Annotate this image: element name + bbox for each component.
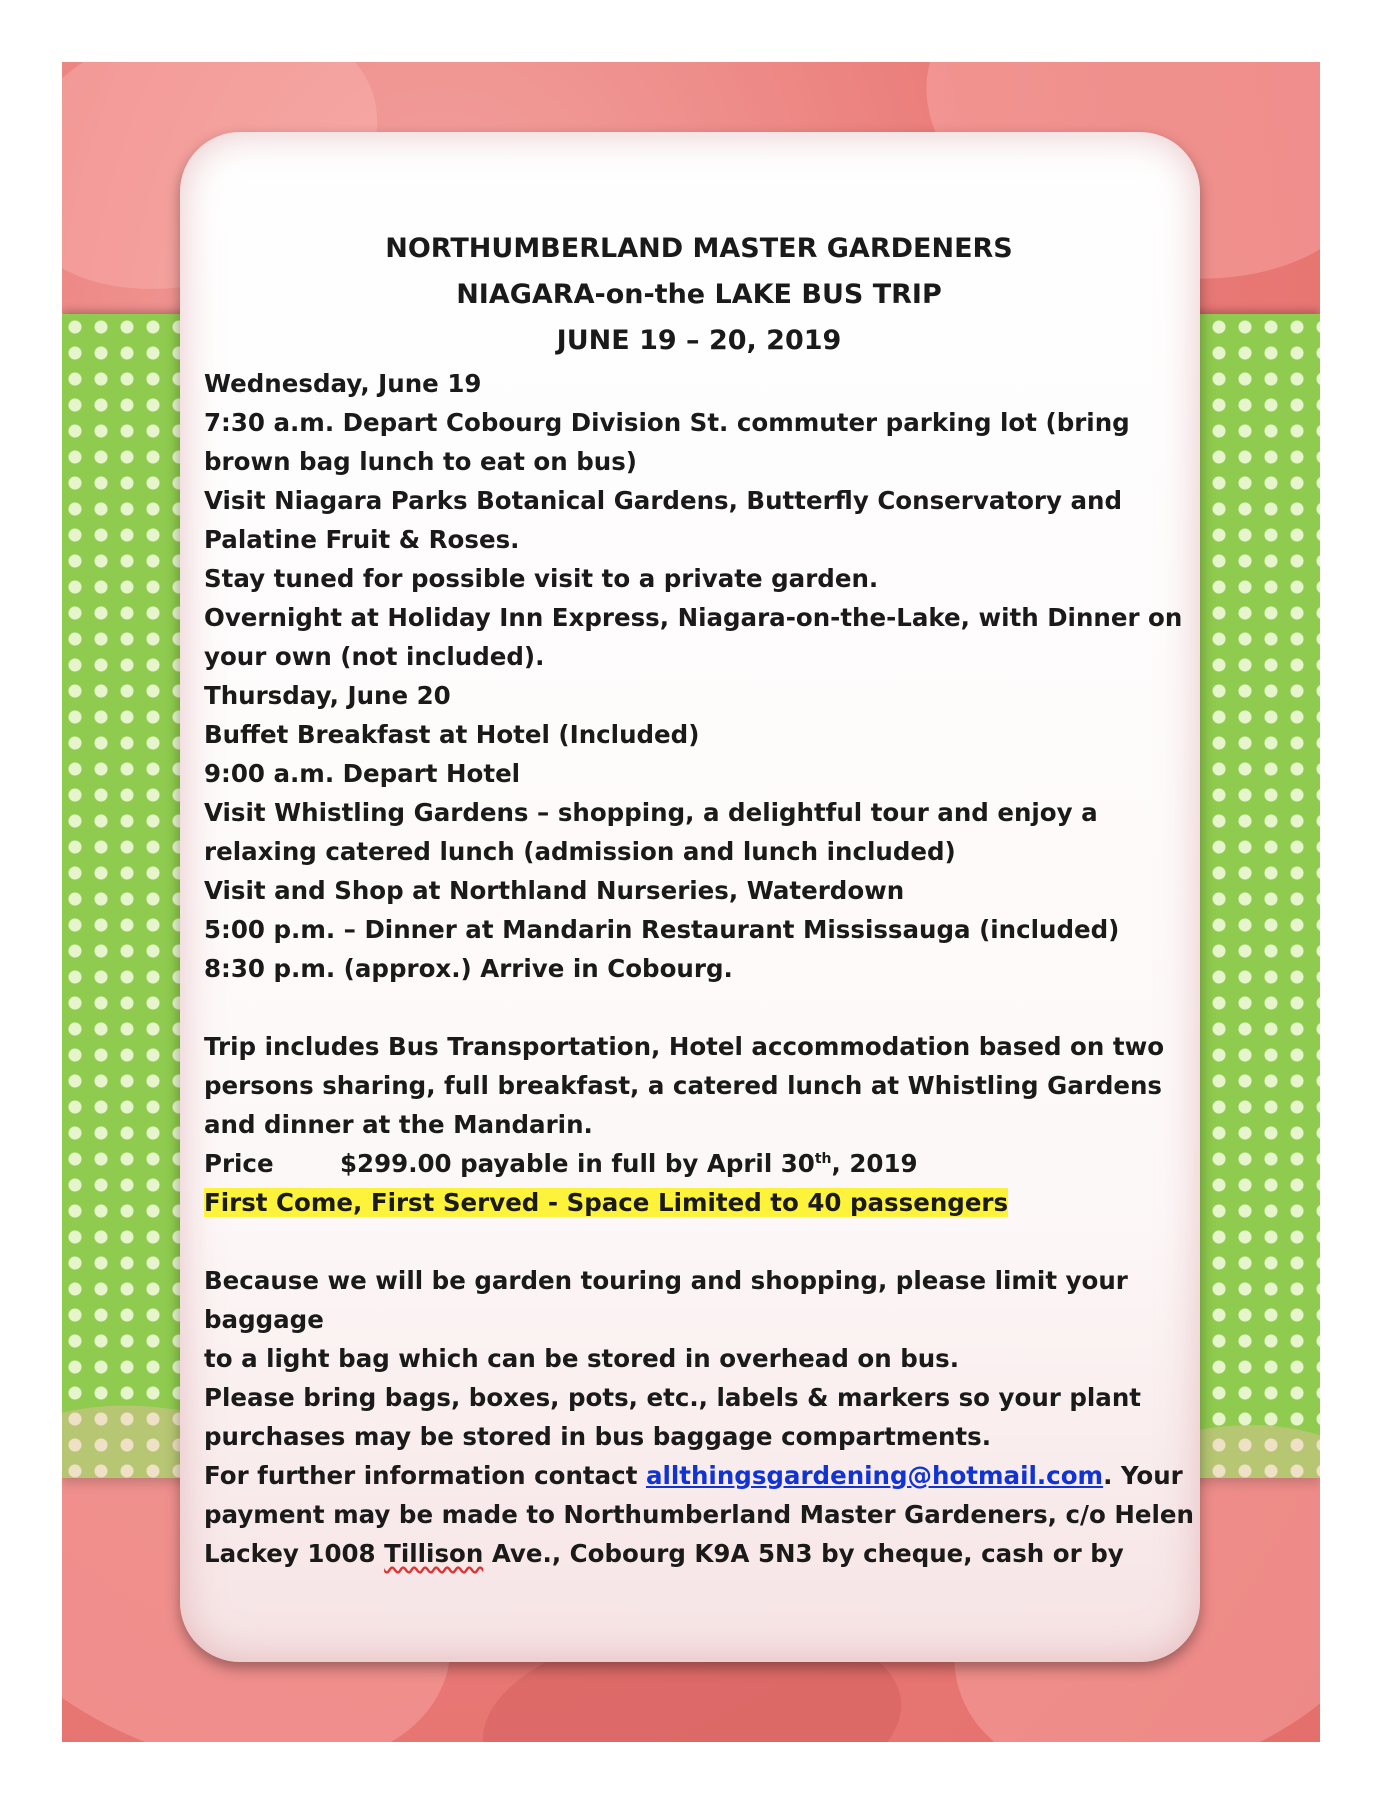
itinerary-line: 7:30 a.m. Depart Cobourg Division St. commuter parking lot (bring — [204, 408, 1130, 437]
price-superscript: th — [814, 1150, 832, 1167]
spacer — [204, 1222, 1204, 1261]
day2-heading: Thursday, June 20 — [204, 681, 451, 710]
address-suffix: Ave., Cobourg K9A 5N3 by cheque, cash or by — [483, 1539, 1124, 1568]
includes-line: persons sharing, full breakfast, a catered lunch at Whistling Gardens — [204, 1071, 1163, 1100]
notes-line: Because we will be garden touring and shopping, please limit your — [204, 1266, 1128, 1295]
includes-line: and dinner at the Mandarin. — [204, 1110, 593, 1139]
itinerary-line: Buffet Breakfast at Hotel (Included) — [204, 720, 700, 749]
itinerary-line: Palatine Fruit & Roses. — [204, 525, 520, 554]
title-dates: JUNE 19 – 20, 2019 — [556, 325, 842, 356]
notes-line: Please bring bags, boxes, pots, etc., labels & markers so your plant — [204, 1383, 1141, 1412]
day1-heading: Wednesday, June 19 — [204, 369, 482, 398]
contact-email-link[interactable]: allthingsgardening@hotmail.com — [645, 1461, 1104, 1490]
itinerary-line: Stay tuned for possible visit to a private garden. — [204, 564, 879, 593]
itinerary-line: Visit and Shop at Northland Nurseries, Waterdown — [204, 876, 905, 905]
itinerary-line: brown bag lunch to eat on bus) — [204, 447, 637, 476]
itinerary-line: 9:00 a.m. Depart Hotel — [204, 759, 521, 788]
price-year: , 2019 — [831, 1149, 918, 1178]
notes-line: baggage — [204, 1305, 324, 1334]
notes-line: to a light bag which can be stored in overhead on bus. — [204, 1344, 960, 1373]
address-line — [204, 1534, 1204, 1573]
contact-line — [204, 1456, 1204, 1495]
flyer-content — [204, 226, 1204, 1573]
itinerary-line: your own (not included). — [204, 642, 545, 671]
spacer — [204, 988, 1204, 1027]
address-prefix: Lackey 1008 — [204, 1539, 385, 1568]
itinerary-line: 8:30 p.m. (approx.) Arrive in Cobourg. — [204, 954, 733, 983]
itinerary-line: Visit Niagara Parks Botanical Gardens, Butterfly Conservatory and — [204, 486, 1123, 515]
includes-line: Trip includes Bus Transportation, Hotel accommodation based on two — [204, 1032, 1165, 1061]
address-street: Tillison — [384, 1539, 484, 1568]
title-trip: NIAGARA-on-the LAKE BUS TRIP — [456, 279, 942, 310]
payment-line: payment may be made to Northumberland Master Gardeners, c/o Helen — [204, 1500, 1194, 1529]
space-limited-highlight: First Come, First Served - Space Limited to 40 passengers — [204, 1188, 1009, 1217]
title-organization: NORTHUMBERLAND MASTER GARDENERS — [385, 233, 1013, 264]
contact-prefix: For further information contact — [204, 1461, 646, 1490]
itinerary-line: relaxing catered lunch (admission and lunch included) — [204, 837, 956, 866]
contact-suffix: . Your — [1103, 1461, 1183, 1490]
highlight-line — [204, 1183, 1204, 1222]
notes-line: purchases may be stored in bus baggage compartments. — [204, 1422, 992, 1451]
itinerary-line: Visit Whistling Gardens – shopping, a delightful tour and enjoy a — [204, 798, 1098, 827]
price-label: Price — [204, 1149, 274, 1178]
itinerary-line: 5:00 p.m. – Dinner at Mandarin Restaurant Mississauga (included) — [204, 915, 1120, 944]
price-text: $299.00 payable in full by April 30 — [340, 1149, 815, 1178]
itinerary-line: Overnight at Holiday Inn Express, Niagara-on-the-Lake, with Dinner on — [204, 603, 1183, 632]
price-line — [204, 1144, 1204, 1183]
